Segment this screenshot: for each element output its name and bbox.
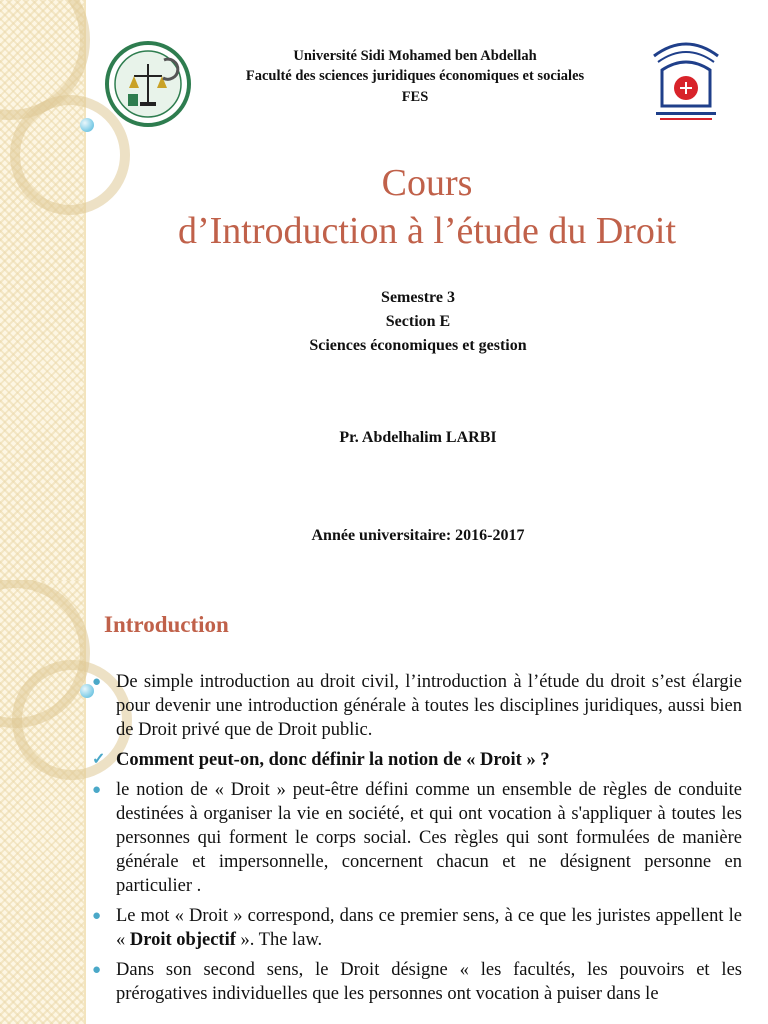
faculty-name: Faculté des sciences juridiques économiques et sociales	[245, 68, 585, 84]
list-item	[90, 958, 742, 1006]
bullet-text-post: ». The law.	[235, 930, 323, 950]
list-item	[90, 904, 742, 952]
course-title-line-2: d’Introduction à l’étude du Droit	[177, 210, 677, 252]
introduction-slide	[0, 580, 768, 1024]
university-emblem-icon	[640, 36, 732, 128]
list-item	[90, 748, 742, 772]
bullet-text-bold: Droit objectif	[129, 930, 236, 950]
course-title-line-1: Cours	[381, 162, 473, 204]
academic-year: Année universitaire: 2016-2017	[311, 527, 525, 544]
university-name: Université Sidi Mohamed ben Abdellah	[293, 48, 537, 64]
faculty-seal-icon	[104, 40, 192, 128]
decorative-dot	[80, 118, 94, 132]
bullet-list	[90, 670, 742, 1012]
bullet-icon: ●	[92, 782, 102, 798]
bullet-text: Dans son second sens, le Droit désigne « les facultés, les pouvoirs et les prérogatives individuelles que les personnes ont vocation à puiser dans le	[116, 960, 742, 1004]
city-name: FES	[401, 89, 429, 105]
bullet-text: Comment peut-on, donc définir la notion de « Droit » ?	[116, 750, 550, 770]
semester-label: Semestre 3	[381, 289, 455, 306]
list-item	[90, 670, 742, 742]
bullet-text: le notion de « Droit » peut-être défini comme un ensemble de règles de conduite destinées à organiser la vie en société, et qui ont vocation à s'appliquer à toutes les personnes qui forment le corps social. Ces règles qui sont formulées de manière générale et impersonnelle, concernent chacun et ne désignent personne en particulier .	[116, 780, 742, 896]
section-label: Section E	[385, 313, 451, 330]
program-label: Sciences économiques et gestion	[309, 337, 527, 354]
checkmark-icon: ✓	[92, 751, 106, 768]
bullet-icon: ●	[92, 908, 102, 924]
bullet-icon: ●	[92, 962, 102, 978]
bullet-text: De simple introduction au droit civil, l’introduction à l’étude du droit s’est élargie pour devenir une introduction générale à toutes les disciplines juridiques, aussi bien de Droit privé que de Droit public.	[116, 672, 742, 740]
slide-heading: Introduction	[104, 612, 229, 637]
bullet-icon: ●	[92, 674, 102, 690]
list-item	[90, 778, 742, 898]
bullet-text-pre: Le mot « Droit » correspond, dans ce premier sens, à ce que les juristes appellent le «	[116, 906, 742, 950]
professor-name: Pr. Abdelhalim LARBI	[339, 429, 497, 446]
